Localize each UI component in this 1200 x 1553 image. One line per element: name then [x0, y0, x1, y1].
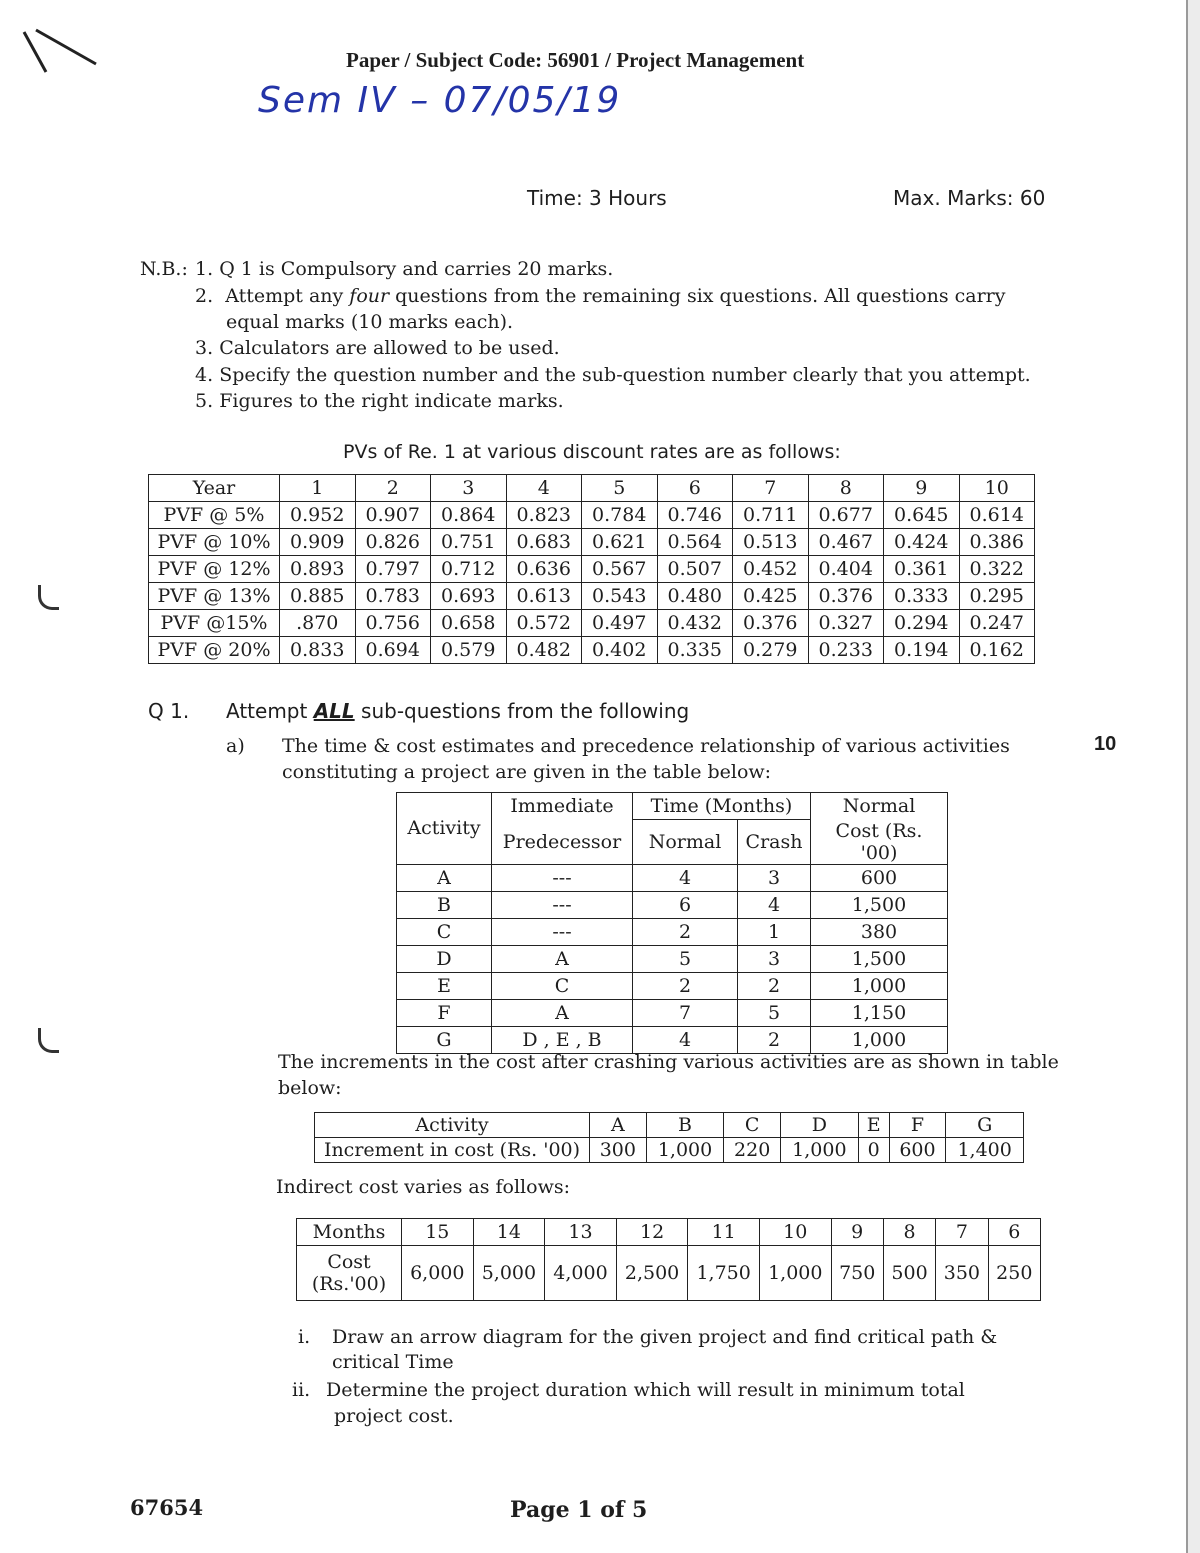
increment-table [314, 1112, 1024, 1163]
nb-item-text-post: questions from the remaining six questions. All questions carry [389, 285, 1006, 307]
pvf-value-cell: 0.823 [506, 502, 582, 529]
activity-cell-cost: 1,150 [811, 999, 948, 1026]
nb-item-number: 2. [195, 285, 214, 307]
header-activity: Activity [397, 793, 492, 865]
indirect-month-cell: 14 [473, 1219, 545, 1246]
pvf-value-cell: 0.826 [355, 529, 431, 556]
pvf-value-cell: 0.295 [959, 583, 1035, 610]
pvf-value-cell: 0.907 [355, 502, 431, 529]
activity-row [397, 918, 948, 945]
pvf-value-cell: 0.480 [657, 583, 733, 610]
pvf-value-cell: 0.507 [657, 556, 733, 583]
activity-cell-crash: 5 [738, 999, 811, 1026]
pvf-value-cell: 0.677 [808, 502, 884, 529]
nb-item-number: 3. [195, 337, 214, 359]
increment-activity-row [315, 1113, 1024, 1138]
staple-mark-icon [16, 22, 106, 82]
pvf-value-cell: 0.712 [431, 556, 507, 583]
pvf-value-cell: 0.711 [733, 502, 809, 529]
indirect-cost-label-line2: (Rs.'00) [311, 1273, 387, 1295]
question-instruction-pre: Attempt [226, 699, 314, 723]
subpart-ii-line1: Determine the project duration which will result in minimum total [326, 1379, 965, 1401]
nb-item-2 [195, 283, 1006, 309]
indirect-cost-label [297, 1246, 402, 1301]
question-instruction-post: sub-questions from the following [354, 699, 690, 723]
increment-value-row [315, 1138, 1024, 1163]
pvf-value-cell: 0.572 [506, 610, 582, 637]
increment-activity-cell: B [646, 1113, 724, 1138]
pvf-year-cell: 6 [657, 475, 733, 502]
question-instruction [226, 699, 689, 723]
pvf-value-cell: .870 [280, 610, 356, 637]
pvf-header-row [149, 475, 1035, 502]
pvf-row [149, 637, 1035, 664]
pvf-value-cell: 0.425 [733, 583, 809, 610]
activity-cell-cost: 1,500 [811, 945, 948, 972]
pvf-value-cell: 0.361 [884, 556, 960, 583]
subpart-ii-number: ii. [292, 1379, 311, 1401]
activity-cell-activity: G [397, 1026, 492, 1053]
indirect-months-label: Months [297, 1219, 402, 1246]
question-emphasis: ALL [313, 699, 355, 723]
indirect-cost-cell: 750 [831, 1246, 883, 1301]
indirect-cost-cell: 5,000 [473, 1246, 545, 1301]
pvf-value-cell: 0.614 [959, 502, 1035, 529]
indirect-month-cell: 6 [988, 1219, 1040, 1246]
activity-cell-crash: 2 [738, 1026, 811, 1053]
increment-value-label: Increment in cost (Rs. '00) [315, 1138, 590, 1163]
activity-cell-pred: --- [492, 864, 633, 891]
pvf-table-caption: PVs of Re. 1 at various discount rates are as follows: [343, 441, 841, 463]
pvf-row [149, 610, 1035, 637]
increment-value-cell: 1,000 [781, 1138, 859, 1163]
pvf-year-cell: 8 [808, 475, 884, 502]
activity-row [397, 972, 948, 999]
pvf-year-cell: 5 [582, 475, 658, 502]
indirect-month-cell: 7 [936, 1219, 988, 1246]
indirect-month-cell: 10 [759, 1219, 831, 1246]
activity-row [397, 891, 948, 918]
pvf-year-cell: 9 [884, 475, 960, 502]
subquestion-text-line1: The time & cost estimates and precedence relationship of various activities [282, 735, 1010, 757]
activity-cell-pred: --- [492, 891, 633, 918]
activity-cell-pred: D , E , B [492, 1026, 633, 1053]
pvf-year-cell: 3 [431, 475, 507, 502]
pvf-value-cell: 0.432 [657, 610, 733, 637]
activity-cell-activity: C [397, 918, 492, 945]
activity-cell-pred: --- [492, 918, 633, 945]
activity-cell-normal: 4 [633, 1026, 738, 1053]
activity-cell-pred: A [492, 945, 633, 972]
nb-item-1 [195, 256, 613, 282]
nb-item-text-pre: Attempt any [225, 285, 350, 307]
pvf-value-cell: 0.376 [808, 583, 884, 610]
indirect-month-cell: 13 [545, 1219, 617, 1246]
margin-mark [38, 585, 59, 610]
pvf-value-cell: 0.783 [355, 583, 431, 610]
header-normal: Normal [633, 820, 738, 865]
pvf-value-cell: 0.797 [355, 556, 431, 583]
pvf-rate-label: PVF @ 13% [149, 583, 280, 610]
pvf-year-cell: 10 [959, 475, 1035, 502]
activity-cell-crash: 4 [738, 891, 811, 918]
increment-intro-line1: The increments in the cost after crashing various activities are as shown in table [278, 1051, 1059, 1073]
activity-cell-crash: 3 [738, 945, 811, 972]
pvf-value-cell: 0.751 [431, 529, 507, 556]
indirect-cost-cell: 500 [883, 1246, 935, 1301]
activity-cell-activity: A [397, 864, 492, 891]
pvf-value-cell: 0.952 [280, 502, 356, 529]
pvf-value-cell: 0.376 [733, 610, 809, 637]
nb-item-2-continuation: equal marks (10 marks each). [226, 311, 514, 333]
increment-value-cell: 300 [590, 1138, 647, 1163]
pvf-value-cell: 0.693 [431, 583, 507, 610]
increment-intro-line2: below: [278, 1077, 342, 1099]
activity-cell-crash: 1 [738, 918, 811, 945]
activity-row [397, 864, 948, 891]
pvf-value-cell: 0.404 [808, 556, 884, 583]
activity-cell-activity: D [397, 945, 492, 972]
pvf-rate-label: PVF @ 10% [149, 529, 280, 556]
pvf-value-cell: 0.543 [582, 583, 658, 610]
pvf-value-cell: 0.333 [884, 583, 960, 610]
indirect-month-cell: 8 [883, 1219, 935, 1246]
pvf-value-cell: 0.683 [506, 529, 582, 556]
pvf-value-cell: 0.194 [884, 637, 960, 664]
indirect-cost-cell: 2,500 [616, 1246, 688, 1301]
pvf-value-cell: 0.893 [280, 556, 356, 583]
increment-activity-cell: C [724, 1113, 781, 1138]
pvf-value-cell: 0.327 [808, 610, 884, 637]
handwritten-note: Sem IV – 07/05/19 [258, 80, 622, 121]
subpart-i-line1: Draw an arrow diagram for the given project and find critical path & [332, 1326, 998, 1348]
increment-activity-label: Activity [315, 1113, 590, 1138]
activity-cell-crash: 3 [738, 864, 811, 891]
activity-cell-normal: 7 [633, 999, 738, 1026]
pvf-value-cell: 0.909 [280, 529, 356, 556]
indirect-month-cell: 15 [402, 1219, 474, 1246]
pvf-value-cell: 0.658 [431, 610, 507, 637]
indirect-cost-row [297, 1246, 1041, 1301]
indirect-cost-label-line1: Cost [327, 1251, 371, 1273]
increment-activity-cell: G [946, 1113, 1024, 1138]
indirect-month-cell: 12 [616, 1219, 688, 1246]
nb-item-emphasis: four [349, 285, 390, 307]
pvf-value-cell: 0.386 [959, 529, 1035, 556]
activity-cell-normal: 2 [633, 972, 738, 999]
subquestion-label: a) [226, 735, 245, 757]
pvf-value-cell: 0.636 [506, 556, 582, 583]
pvf-value-cell: 0.279 [733, 637, 809, 664]
activity-cell-cost: 1,000 [811, 1026, 948, 1053]
pvf-value-cell: 0.613 [506, 583, 582, 610]
pvf-value-cell: 0.162 [959, 637, 1035, 664]
indirect-months-row [297, 1219, 1041, 1246]
pvf-rate-label: PVF @ 5% [149, 502, 280, 529]
pvf-value-cell: 0.513 [733, 529, 809, 556]
nb-label: N.B.: [140, 258, 188, 280]
activity-cell-cost: 1,500 [811, 891, 948, 918]
activity-table [396, 792, 948, 1054]
pvf-value-cell: 0.452 [733, 556, 809, 583]
activity-row [397, 945, 948, 972]
activity-cell-normal: 4 [633, 864, 738, 891]
activity-cell-cost: 600 [811, 864, 948, 891]
pvf-value-cell: 0.567 [582, 556, 658, 583]
activity-cell-activity: F [397, 999, 492, 1026]
pvf-value-cell: 0.294 [884, 610, 960, 637]
pvf-row [149, 556, 1035, 583]
pvf-value-cell: 0.424 [884, 529, 960, 556]
pvf-value-cell: 0.885 [280, 583, 356, 610]
indirect-cost-table [296, 1218, 1041, 1301]
header-predecessor-2: Predecessor [492, 820, 633, 865]
pvf-value-cell: 0.579 [431, 637, 507, 664]
nb-item-3 [195, 335, 560, 361]
increment-value-cell: 220 [724, 1138, 781, 1163]
indirect-intro: Indirect cost varies as follows: [276, 1176, 570, 1198]
indirect-month-cell: 9 [831, 1219, 883, 1246]
increment-value-cell: 0 [858, 1138, 889, 1163]
activity-cell-normal: 6 [633, 891, 738, 918]
pvf-year-label: Year [149, 475, 280, 502]
nb-item-text: Q 1 is Compulsory and carries 20 marks. [219, 258, 614, 280]
activity-cell-pred: C [492, 972, 633, 999]
pvf-value-cell: 0.784 [582, 502, 658, 529]
pvf-value-cell: 0.482 [506, 637, 582, 664]
pvf-row [149, 529, 1035, 556]
increment-value-cell: 600 [889, 1138, 946, 1163]
indirect-cost-cell: 1,750 [688, 1246, 760, 1301]
pvf-year-cell: 4 [506, 475, 582, 502]
header-cost-1: Normal [811, 793, 948, 820]
pvf-value-cell: 0.864 [431, 502, 507, 529]
nb-item-number: 5. [195, 390, 214, 412]
nb-item-4 [195, 362, 1031, 388]
indirect-month-cell: 11 [688, 1219, 760, 1246]
margin-mark [38, 1028, 59, 1053]
nb-item-text: Specify the question number and the sub-question number clearly that you attempt. [219, 364, 1031, 386]
pvf-value-cell: 0.467 [808, 529, 884, 556]
page-number: Page 1 of 5 [510, 1497, 648, 1523]
activity-cell-crash: 2 [738, 972, 811, 999]
header-cost-2: Cost (Rs. '00) [811, 820, 948, 865]
paper-title: Paper / Subject Code: 56901 / Project Management [346, 48, 805, 72]
scan-edge [1186, 0, 1200, 1553]
marks-indicator: 10 [1094, 733, 1117, 755]
indirect-cost-cell: 350 [936, 1246, 988, 1301]
paper-code-footer: 67654 [130, 1495, 204, 1520]
pvf-value-cell: 0.645 [884, 502, 960, 529]
increment-value-cell: 1,000 [646, 1138, 724, 1163]
header-crash: Crash [738, 820, 811, 865]
max-marks: Max. Marks: 60 [893, 186, 1046, 210]
pvf-year-cell: 1 [280, 475, 356, 502]
question-label: Q 1. [148, 699, 190, 723]
indirect-cost-cell: 4,000 [545, 1246, 617, 1301]
pvf-table [148, 474, 1035, 664]
pvf-value-cell: 0.233 [808, 637, 884, 664]
pvf-value-cell: 0.564 [657, 529, 733, 556]
pvf-value-cell: 0.746 [657, 502, 733, 529]
indirect-cost-cell: 1,000 [759, 1246, 831, 1301]
pvf-row [149, 583, 1035, 610]
pvf-rate-label: PVF @ 20% [149, 637, 280, 664]
activity-cell-normal: 5 [633, 945, 738, 972]
activity-cell-activity: B [397, 891, 492, 918]
pvf-value-cell: 0.247 [959, 610, 1035, 637]
subpart-ii-line2: project cost. [334, 1405, 454, 1427]
nb-item-text: Calculators are allowed to be used. [219, 337, 560, 359]
increment-activity-cell: F [889, 1113, 946, 1138]
nb-item-5 [195, 388, 564, 414]
nb-item-number: 4. [195, 364, 214, 386]
indirect-cost-cell: 250 [988, 1246, 1040, 1301]
pvf-value-cell: 0.833 [280, 637, 356, 664]
increment-activity-cell: A [590, 1113, 647, 1138]
subpart-i-number: i. [298, 1326, 311, 1348]
activity-cell-activity: E [397, 972, 492, 999]
pvf-value-cell: 0.621 [582, 529, 658, 556]
activity-cell-normal: 2 [633, 918, 738, 945]
subquestion-text-line2: constituting a project are given in the table below: [282, 761, 772, 783]
activity-cell-cost: 1,000 [811, 972, 948, 999]
subpart-i-line2: critical Time [332, 1351, 454, 1373]
activity-cell-pred: A [492, 999, 633, 1026]
indirect-cost-cell: 6,000 [402, 1246, 474, 1301]
increment-activity-cell: E [858, 1113, 889, 1138]
pvf-rate-label: PVF @ 12% [149, 556, 280, 583]
pvf-value-cell: 0.322 [959, 556, 1035, 583]
pvf-value-cell: 0.497 [582, 610, 658, 637]
pvf-value-cell: 0.335 [657, 637, 733, 664]
nb-item-number: 1. [195, 258, 214, 280]
header-time: Time (Months) [633, 793, 811, 820]
activity-cell-cost: 380 [811, 918, 948, 945]
pvf-row [149, 502, 1035, 529]
header-predecessor-1: Immediate [492, 793, 633, 820]
pvf-year-cell: 2 [355, 475, 431, 502]
pvf-year-cell: 7 [733, 475, 809, 502]
pvf-rate-label: PVF @15% [149, 610, 280, 637]
nb-item-text: Figures to the right indicate marks. [219, 390, 564, 412]
pvf-value-cell: 0.756 [355, 610, 431, 637]
pvf-value-cell: 0.402 [582, 637, 658, 664]
pvf-value-cell: 0.694 [355, 637, 431, 664]
increment-value-cell: 1,400 [946, 1138, 1024, 1163]
exam-time: Time: 3 Hours [527, 186, 667, 210]
increment-activity-cell: D [781, 1113, 859, 1138]
activity-row [397, 999, 948, 1026]
